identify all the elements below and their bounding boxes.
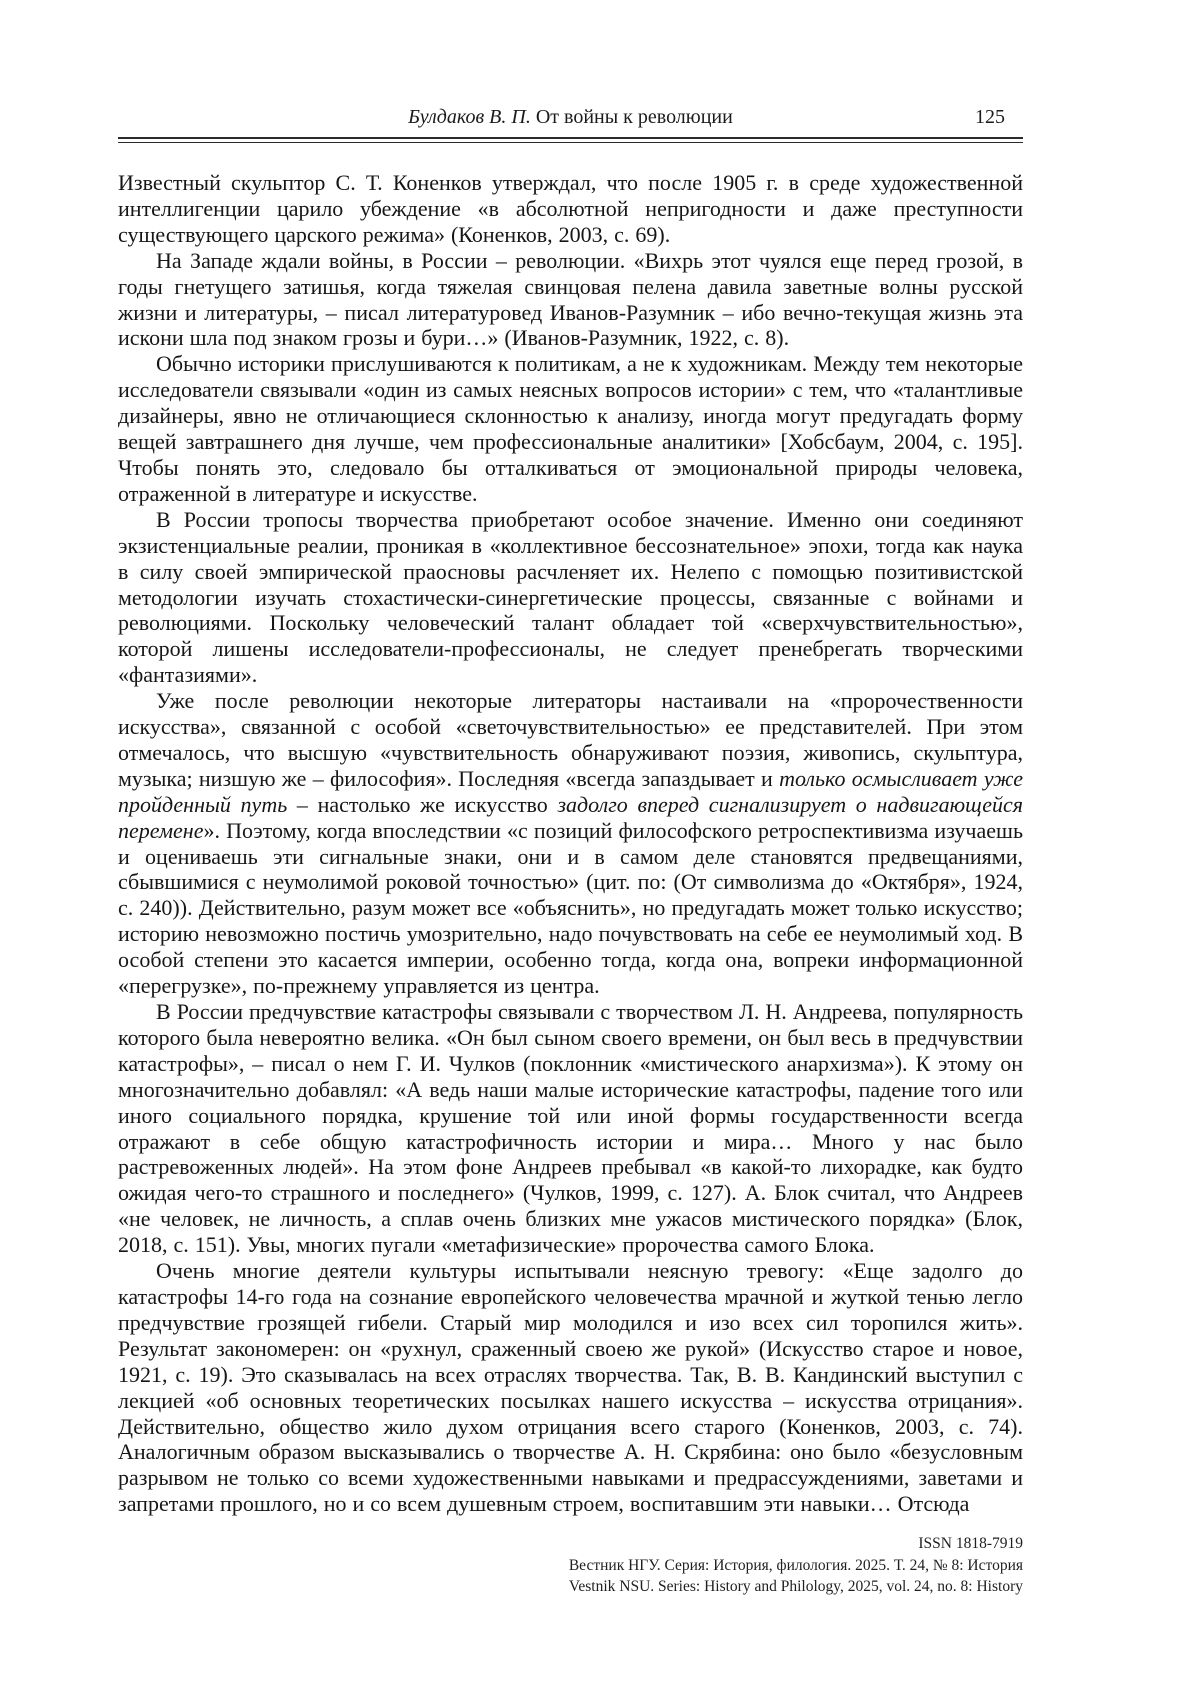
paragraph-text: ». Поэтому, когда впоследствии «с позиций философского ретроспективизма изучаешь и оцениваешь эти сигнальные знаки, они и в самом деле становятся предвещаниями, сбывшимися с неумолимой роковой точностью» (цит. по: (От символизма до «Октября», 1924, с. 240)). Действительно, разум может все «объяснить», но предугадать может только искусство; историю невозможно постичь умозрительно, надо почувствовать на себе ее неумолимый ход. В особой степени это касается империи, особенно тогда, когда она, вопреки информационной «перегрузке», по-прежнему управляется из центра. [118,817,1023,999]
header-double-rule [118,137,1023,143]
body-paragraph [118,507,1023,688]
paragraph-text: В России тропосы творчества приобретают особое значение. Именно они соединяют экзистенциальные реалии, проникая в «коллективное бессознательное» эпохи, тогда как наука в силу своей эмпирической праосновы расчленяет их. Нелепо с помощью позитивистской методологии изучать стохастически-синергетические процессы, связанные с войнами и революциями. Поскольку человеческий талант обладает той «сверхчувствительностью», которой лишены исследователи-профессионалы, не следует пренебрегать творческими «фантазиями». [118,506,1023,688]
running-head [118,104,1023,130]
paragraph-italic-run: задолго вперед сигнализирует о надвигающейся перемене [118,791,1024,843]
paragraph-text: Уже после революции некоторые литераторы настаивали на «пророчественности искусства», связанной с особой «светочувствительностью» ее представителей. При этом отмечалось, что высшую «чувствительность обнаруживают поэзия, живопись, скульптура, музыка; низшую же – философия». Последняя «всегда запаздывает и [118,688,1023,791]
page-number: 125 [975,106,1005,128]
article-body [118,170,1023,1517]
body-paragraph [118,351,1023,506]
body-paragraph [118,170,1023,248]
footer-issn: ISSN 1818-7919 [918,1535,1023,1552]
running-head-author: Булдаков В. П. [408,106,531,128]
footer-citation-en: Vestnik NSU. Series: History and Philology, 2025, vol. 24, no. 8: History [568,1578,1023,1595]
footer-citation-ru: Вестник НГУ. Серия: История, филология. 2025. Т. 24, № 8: История [568,1556,1023,1574]
running-head-article-title: От войны к революции [530,106,733,128]
paragraph-text: В России предчувствие катастрофы связывали с творчеством Л. Н. Андреева, популярность которого была невероятно велика. «Он был сыном своего времени, он был весь в предчувствии катастрофы», – писал о нем Г. И. Чулков (поклонник «мистического анархизма»). К этому он многозначительно добавлял: «А ведь наши малые исторические катастрофы, падение того или иного социального порядка, крушение той или иной формы государственности всегда отражают в себе общую катастрофичность истории и мира… Много у нас было растревоженных людей». На этом фоне Андреев пребывал «в какой-то лихорадке, как будто ожидая чего-то страшного и последнего» (Чулков, 1999, с. 127). А. Блок считал, что Андреев «не человек, не личность, а сплав очень близких мне ужасов мистического порядка» (Блок, 2018, с. 151). Увы, многих пугали «метафизические» пророчества самого Блока. [118,999,1023,1258]
paragraph-text: Известный скульптор С. Т. Коненков утверждал, что после 1905 г. в среде художественной интеллигенции царило убеждение «в абсолютной непригодности и даже преступности существующего царского режима» (Коненков, 2003, с. 69). [118,170,1023,247]
paragraph-text: Очень многие деятели культуры испытывали неясную тревогу: «Еще задолго до катастрофы 14-го года на сознание европейского человечества мрачной и жуткой тенью легло предчувствие грозящей гибели. Старый мир молодился и изо всех сил торопился жить». Результат закономерен: он «рухнул, сраженный своею же рукой» (Искусство старое и новое, 1921, с. 19). Это сказывалась на всех отраслях творчества. Так, В. В. Кандинский выступил с лекцией «об основных теоретических посылках нашего искусства – искусства отрицания». Действительно, общество жило духом отрицания всего старого (Коненков, 2003, с. 74). Аналогичным образом высказывались о творчестве А. Н. Скрябина: оно было «безусловным разрывом не только со всеми художественными навыками и предрассуждениями, заветами и запретами прошлого, но и со всем душевным строем, воспитавшим эти навыки… Отсюда [118,1258,1023,1517]
body-paragraph [118,999,1023,1258]
paragraph-text: На Западе ждали войны, в России – революции. «Вихрь этот чуялся еще перед грозой, в годы гнетущего затишья, когда тяжелая свинцовая пелена давила заветные волны русской жизни и литературы, – писал литературовед Иванов-Разумник – ибо вечно-текущая жизнь эта искони шла под знаком грозы и бури…» (Иванов-Разумник, 1922, с. 8). [118,247,1023,351]
paragraph-italic-run: только осмысливает уже пройденный путь [118,765,1023,817]
body-paragraph [118,688,1023,999]
running-head-title [118,104,1023,130]
paragraph-text: – настолько же искусство [287,791,558,817]
body-paragraph [118,248,1023,352]
body-paragraph [118,1258,1023,1517]
paragraph-text: Обычно историки прислушиваются к политикам, а не к художникам. Между тем некоторые исследователи связывали «один из самых неясных вопросов истории» с тем, что «талантливые дизайнеры, явно не отличающиеся склонностью к анализу, иногда могут предугадать форму вещей завтрашнего дня лучше, чем профессиональные аналитики» [Хобсбаум, 2004, с. 195]. Чтобы понять это, следовало бы отталкиваться от эмоциональной природы человека, отраженной в литературе и искусстве. [118,351,1023,506]
journal-footer [118,1533,1023,1598]
